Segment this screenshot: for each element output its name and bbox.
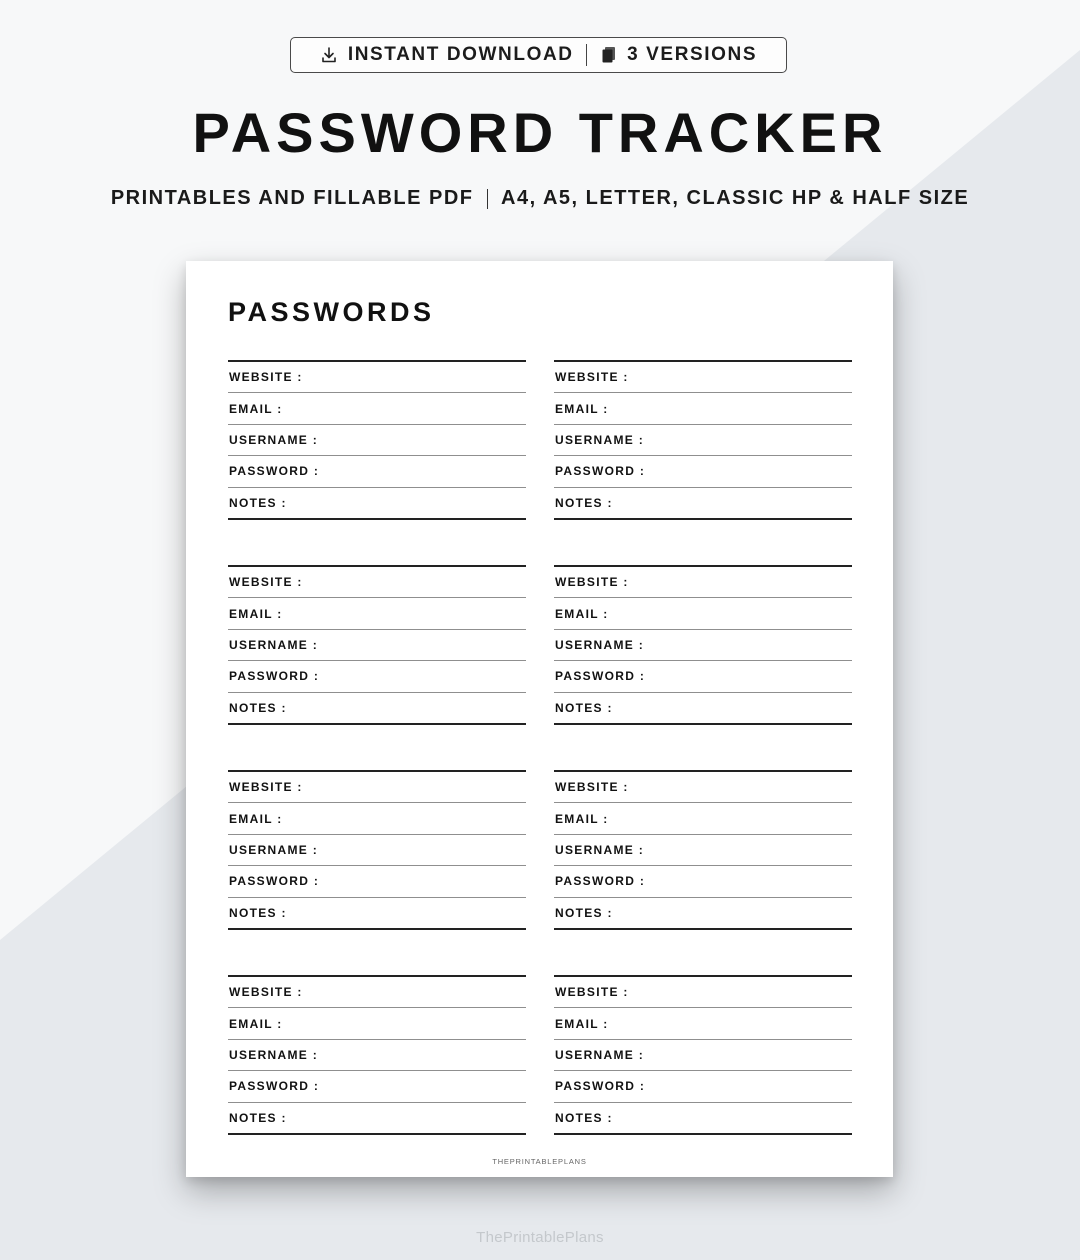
field-website: WEBSITE :	[228, 977, 526, 1008]
page-title: PASSWORD TRACKER	[192, 101, 888, 164]
field-email: EMAIL :	[554, 393, 852, 424]
field-website: WEBSITE :	[554, 362, 852, 393]
document-stack-icon	[601, 46, 617, 64]
field-username: USERNAME :	[228, 1040, 526, 1071]
field-notes: NOTES :	[228, 488, 526, 520]
versions-badge	[601, 44, 757, 66]
info-badge	[290, 37, 787, 73]
field-password: PASSWORD :	[554, 866, 852, 897]
field-username: USERNAME :	[228, 835, 526, 866]
field-website: WEBSITE :	[228, 567, 526, 598]
versions-label: 3 VERSIONS	[627, 44, 758, 65]
password-entry-block	[554, 565, 852, 725]
subtitle-divider	[487, 189, 489, 209]
sheet-title: PASSWORDS	[228, 297, 435, 327]
subtitle-formats: PRINTABLES AND FILLABLE PDF	[110, 187, 474, 209]
field-notes: NOTES :	[228, 693, 526, 725]
field-username: USERNAME :	[554, 630, 852, 661]
download-icon	[320, 46, 338, 64]
badge-divider	[586, 44, 588, 66]
password-entry-block	[554, 770, 852, 930]
field-notes: NOTES :	[554, 1103, 852, 1135]
field-notes: NOTES :	[554, 488, 852, 520]
field-email: EMAIL :	[228, 598, 526, 629]
password-entry-block	[228, 360, 526, 520]
field-email: EMAIL :	[228, 1008, 526, 1039]
field-password: PASSWORD :	[228, 456, 526, 487]
field-notes: NOTES :	[228, 1103, 526, 1135]
field-email: EMAIL :	[554, 598, 852, 629]
instant-download-badge	[320, 44, 574, 66]
subtitle	[0, 187, 1080, 210]
field-notes: NOTES :	[554, 898, 852, 930]
field-password: PASSWORD :	[554, 661, 852, 692]
field-email: EMAIL :	[228, 803, 526, 834]
subtitle-sizes: A4, A5, LETTER, CLASSIC HP & HALF SIZE	[501, 187, 970, 209]
field-password: PASSWORD :	[228, 1071, 526, 1102]
password-entry-block	[228, 565, 526, 725]
field-notes: NOTES :	[228, 898, 526, 930]
password-entry-block	[554, 360, 852, 520]
field-password: PASSWORD :	[554, 1071, 852, 1102]
field-password: PASSWORD :	[228, 661, 526, 692]
field-website: WEBSITE :	[228, 362, 526, 393]
sheet-footer-brand: THEPRINTABLEPLANS	[492, 1157, 587, 1166]
brand-watermark: ThePrintablePlans	[476, 1229, 604, 1246]
field-website: WEBSITE :	[554, 977, 852, 1008]
field-website: WEBSITE :	[228, 772, 526, 803]
instant-download-label: INSTANT DOWNLOAD	[347, 44, 574, 65]
field-username: USERNAME :	[228, 425, 526, 456]
password-entry-block	[228, 770, 526, 930]
field-password: PASSWORD :	[554, 456, 852, 487]
field-website: WEBSITE :	[554, 567, 852, 598]
field-password: PASSWORD :	[228, 866, 526, 897]
field-email: EMAIL :	[554, 1008, 852, 1039]
password-entry-block	[228, 975, 526, 1135]
printable-sheet	[186, 261, 893, 1177]
field-notes: NOTES :	[554, 693, 852, 725]
field-email: EMAIL :	[228, 393, 526, 424]
password-entry-block	[554, 975, 852, 1135]
field-website: WEBSITE :	[554, 772, 852, 803]
field-email: EMAIL :	[554, 803, 852, 834]
field-username: USERNAME :	[554, 1040, 852, 1071]
field-username: USERNAME :	[554, 835, 852, 866]
field-username: USERNAME :	[228, 630, 526, 661]
field-username: USERNAME :	[554, 425, 852, 456]
